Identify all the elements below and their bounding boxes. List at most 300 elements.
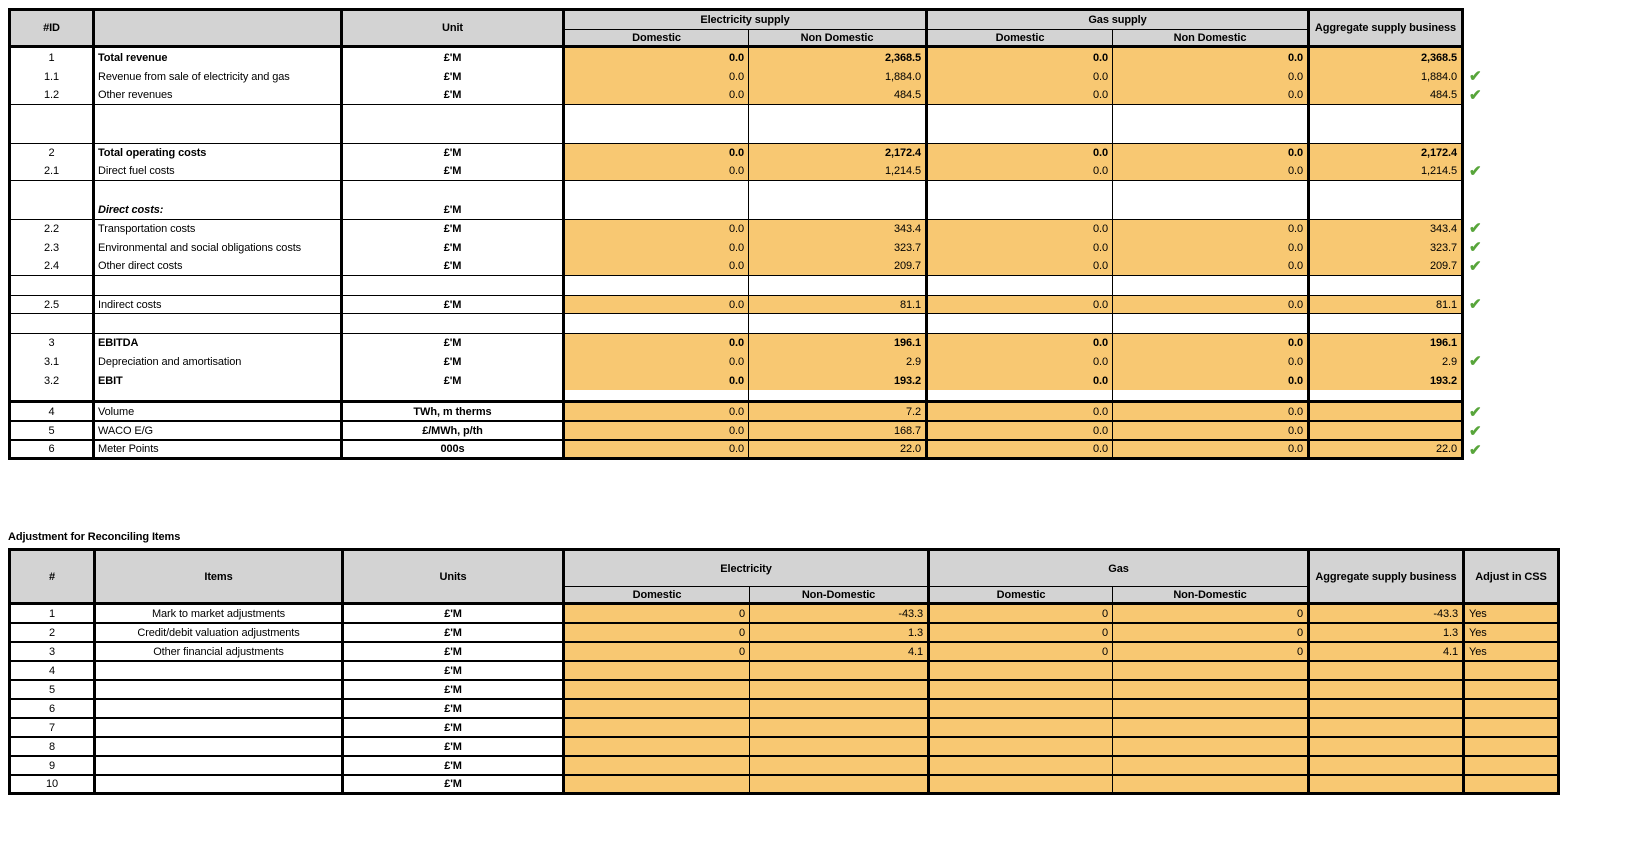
cell-elec-domestic[interactable] bbox=[565, 200, 749, 219]
cell-aggregate[interactable] bbox=[1310, 776, 1465, 795]
cell-unit: £'M bbox=[344, 643, 565, 662]
cell-gas-nondomestic[interactable]: 0.0 bbox=[1113, 352, 1310, 371]
cell-aggregate[interactable]: 484.5 bbox=[1310, 86, 1464, 105]
cell-elec-domestic[interactable]: 0.0 bbox=[565, 257, 749, 276]
table-row bbox=[8, 314, 1628, 333]
cell-adjust-css[interactable] bbox=[1465, 662, 1560, 681]
check-cell bbox=[1464, 295, 1504, 314]
cell-label bbox=[95, 276, 343, 295]
cell-gas-nondomestic[interactable] bbox=[1113, 738, 1310, 757]
cell-elec-domestic[interactable] bbox=[565, 681, 750, 700]
cell-gas-nondomestic[interactable]: 0.0 bbox=[1113, 257, 1310, 276]
cell-aggregate[interactable] bbox=[1310, 757, 1465, 776]
cell-gas-domestic bbox=[928, 124, 1113, 143]
header-electricity-supply: Electricity supply bbox=[565, 8, 928, 30]
cell-unit: £'M bbox=[343, 257, 565, 276]
cell-gas-nondomestic bbox=[1113, 390, 1310, 403]
table-row bbox=[8, 390, 1628, 403]
cell-elec-nondomestic[interactable]: 168.7 bbox=[749, 422, 928, 441]
cell-elec-domestic[interactable]: 0.0 bbox=[565, 143, 749, 162]
cell-gas-domestic[interactable]: 0.0 bbox=[928, 333, 1113, 352]
cell-elec-domestic[interactable]: 0.0 bbox=[565, 86, 749, 105]
cell-elec-nondomestic[interactable]: 2.9 bbox=[749, 352, 928, 371]
check-cell bbox=[1464, 276, 1504, 295]
cell-gas-nondomestic[interactable]: 0.0 bbox=[1113, 371, 1310, 390]
cell-gas-domestic[interactable]: 0.0 bbox=[928, 219, 1113, 238]
cell-unit bbox=[343, 276, 565, 295]
cell-gas-domestic[interactable]: 0.0 bbox=[928, 48, 1113, 67]
cell-label: Volume bbox=[95, 403, 343, 422]
cell-gas-domestic[interactable] bbox=[930, 700, 1113, 719]
cell-elec-domestic[interactable]: 0.0 bbox=[565, 219, 749, 238]
cell-gas-nondomestic[interactable]: 0.0 bbox=[1113, 143, 1310, 162]
cell-aggregate bbox=[1310, 105, 1464, 124]
cell-elec-domestic[interactable]: 0.0 bbox=[565, 67, 749, 86]
check-cell bbox=[1464, 105, 1504, 124]
cell-aggregate bbox=[1310, 124, 1464, 143]
cell-aggregate[interactable]: 1,884.0 bbox=[1310, 67, 1464, 86]
check-cell bbox=[1464, 390, 1504, 403]
header-id: #ID bbox=[8, 8, 95, 48]
cell-gas-nondomestic[interactable]: 0.0 bbox=[1113, 333, 1310, 352]
cell-elec-domestic[interactable] bbox=[565, 662, 750, 681]
section-title: Adjustment for Reconciling Items bbox=[8, 531, 181, 543]
cell-item: Mark to market adjustments bbox=[96, 605, 344, 624]
table-row bbox=[8, 219, 1628, 238]
cell-unit: £'M bbox=[343, 219, 565, 238]
cell-unit: £'M bbox=[344, 776, 565, 795]
cell-id: 6 bbox=[8, 441, 95, 460]
cell-adjust-css[interactable] bbox=[1465, 719, 1560, 738]
cell-label: Environmental and social obligations costs bbox=[95, 238, 343, 257]
cell-unit: £'M bbox=[343, 67, 565, 86]
cell-id bbox=[8, 200, 95, 219]
cell-elec-domestic[interactable]: 0.0 bbox=[565, 352, 749, 371]
cell-number: 2 bbox=[8, 624, 96, 643]
cell-elec-nondomestic[interactable]: 2,172.4 bbox=[749, 143, 928, 162]
cell-aggregate[interactable] bbox=[1310, 681, 1465, 700]
cell-gas-domestic[interactable]: 0.0 bbox=[928, 403, 1113, 422]
cell-id bbox=[8, 105, 95, 124]
cell-aggregate[interactable]: 22.0 bbox=[1310, 441, 1464, 460]
cell-aggregate[interactable]: 209.7 bbox=[1310, 257, 1464, 276]
cell-elec-nondomestic[interactable] bbox=[750, 776, 930, 795]
check-cell bbox=[1464, 314, 1504, 333]
cell-gas-domestic[interactable]: 0.0 bbox=[928, 295, 1113, 314]
cell-id bbox=[8, 181, 95, 200]
cell-elec-nondomestic[interactable]: -43.3 bbox=[750, 605, 930, 624]
cell-gas-nondomestic bbox=[1113, 181, 1310, 200]
cell-number: 6 bbox=[8, 700, 96, 719]
check-cell bbox=[1464, 67, 1504, 86]
cell-aggregate[interactable]: 1.3 bbox=[1310, 624, 1465, 643]
cell-aggregate[interactable]: -43.3 bbox=[1310, 605, 1465, 624]
header-gas-nondomestic: Non-Domestic bbox=[1113, 587, 1310, 605]
cell-elec-domestic[interactable] bbox=[565, 719, 750, 738]
table-row bbox=[8, 662, 1628, 681]
cell-aggregate[interactable]: 2,172.4 bbox=[1310, 143, 1464, 162]
cell-number: 7 bbox=[8, 719, 96, 738]
cell-id: 1.1 bbox=[8, 67, 95, 86]
table-row bbox=[8, 238, 1628, 257]
reconciling-table-body bbox=[8, 605, 1628, 795]
cell-unit bbox=[343, 181, 565, 200]
cell-adjust-css[interactable]: Yes bbox=[1465, 624, 1560, 643]
cell-gas-nondomestic[interactable] bbox=[1113, 776, 1310, 795]
check-icon: ✔ bbox=[1469, 258, 1482, 275]
cell-gas-domestic[interactable]: 0.0 bbox=[928, 441, 1113, 460]
table-row bbox=[8, 757, 1628, 776]
cell-id: 2.5 bbox=[8, 295, 95, 314]
cell-aggregate bbox=[1310, 181, 1464, 200]
cell-gas-nondomestic bbox=[1113, 105, 1310, 124]
cell-aggregate[interactable]: 196.1 bbox=[1310, 333, 1464, 352]
cell-gas-nondomestic[interactable] bbox=[1113, 200, 1310, 219]
cell-unit: £'M bbox=[343, 143, 565, 162]
cell-elec-domestic[interactable]: 0.0 bbox=[565, 238, 749, 257]
check-cell bbox=[1464, 219, 1504, 238]
cell-elec-domestic[interactable] bbox=[565, 776, 750, 795]
cell-gas-nondomestic bbox=[1113, 124, 1310, 143]
header-elec-domestic: Domestic bbox=[565, 587, 750, 605]
cell-gas-domestic[interactable] bbox=[928, 200, 1113, 219]
cell-gas-domestic[interactable]: 0 bbox=[930, 643, 1113, 662]
check-cell bbox=[1464, 422, 1504, 441]
cell-gas-domestic[interactable]: 0.0 bbox=[928, 422, 1113, 441]
cell-elec-domestic[interactable]: 0 bbox=[565, 605, 750, 624]
table-row bbox=[8, 295, 1628, 314]
cell-aggregate[interactable] bbox=[1310, 719, 1465, 738]
cell-elec-nondomestic[interactable]: 323.7 bbox=[749, 238, 928, 257]
cell-gas-domestic[interactable]: 0.0 bbox=[928, 257, 1113, 276]
cell-aggregate[interactable]: 1,214.5 bbox=[1310, 162, 1464, 181]
cell-gas-domestic bbox=[928, 314, 1113, 333]
cell-elec-nondomestic[interactable]: 81.1 bbox=[749, 295, 928, 314]
cell-elec-nondomestic[interactable]: 1.3 bbox=[750, 624, 930, 643]
table-row bbox=[8, 333, 1628, 352]
table-row bbox=[8, 403, 1628, 422]
cell-label bbox=[95, 105, 343, 124]
header-gas: Gas bbox=[930, 548, 1310, 587]
cell-aggregate[interactable] bbox=[1310, 200, 1464, 219]
cell-gas-domestic[interactable]: 0.0 bbox=[928, 371, 1113, 390]
cell-gas-nondomestic[interactable]: 0.0 bbox=[1113, 238, 1310, 257]
check-cell bbox=[1464, 143, 1504, 162]
check-cell bbox=[1464, 86, 1504, 105]
cell-unit: £'M bbox=[344, 605, 565, 624]
cell-adjust-css[interactable]: Yes bbox=[1465, 643, 1560, 662]
cell-item bbox=[96, 700, 344, 719]
cell-aggregate[interactable] bbox=[1310, 403, 1464, 422]
cell-aggregate[interactable]: 2,368.5 bbox=[1310, 48, 1464, 67]
cell-label: Meter Points bbox=[95, 441, 343, 460]
cell-adjust-css[interactable]: Yes bbox=[1465, 605, 1560, 624]
cell-adjust-css[interactable] bbox=[1465, 700, 1560, 719]
table-row bbox=[8, 441, 1628, 460]
cell-aggregate[interactable]: 2.9 bbox=[1310, 352, 1464, 371]
cell-elec-domestic[interactable]: 0 bbox=[565, 624, 750, 643]
table-row bbox=[8, 422, 1628, 441]
table-row bbox=[8, 181, 1628, 200]
cell-id: 3.2 bbox=[8, 371, 95, 390]
cell-id: 1 bbox=[8, 48, 95, 67]
cell-id bbox=[8, 314, 95, 333]
table-row bbox=[8, 200, 1628, 219]
table-row bbox=[8, 48, 1628, 67]
header-electricity: Electricity bbox=[565, 548, 930, 587]
supply-table-header bbox=[8, 8, 1628, 48]
cell-gas-domestic[interactable] bbox=[930, 776, 1113, 795]
cell-aggregate[interactable] bbox=[1310, 700, 1465, 719]
cell-elec-nondomestic[interactable]: 1,884.0 bbox=[749, 67, 928, 86]
cell-label: Direct costs: bbox=[95, 200, 343, 219]
cell-label: Other revenues bbox=[95, 86, 343, 105]
check-icon: ✔ bbox=[1469, 353, 1482, 370]
check-icon: ✔ bbox=[1469, 404, 1482, 421]
cell-gas-nondomestic[interactable] bbox=[1113, 662, 1310, 681]
cell-gas-nondomestic bbox=[1113, 314, 1310, 333]
cell-id: 4 bbox=[8, 403, 95, 422]
cell-gas-domestic[interactable] bbox=[930, 757, 1113, 776]
cell-gas-nondomestic[interactable]: 0.0 bbox=[1113, 67, 1310, 86]
cell-label: WACO E/G bbox=[95, 422, 343, 441]
cell-elec-domestic bbox=[565, 105, 749, 124]
cell-unit: £'M bbox=[344, 738, 565, 757]
cell-item bbox=[96, 662, 344, 681]
cell-gas-nondomestic[interactable]: 0 bbox=[1113, 643, 1310, 662]
check-gutter-header bbox=[1464, 8, 1504, 48]
cell-elec-domestic bbox=[565, 124, 749, 143]
cell-elec-nondomestic[interactable]: 209.7 bbox=[749, 257, 928, 276]
cell-elec-domestic[interactable]: 0.0 bbox=[565, 333, 749, 352]
cell-gas-nondomestic[interactable] bbox=[1113, 700, 1310, 719]
cell-gas-nondomestic[interactable]: 0.0 bbox=[1113, 295, 1310, 314]
header-gas-domestic: Domestic bbox=[930, 587, 1113, 605]
cell-unit bbox=[343, 390, 565, 403]
cell-adjust-css[interactable] bbox=[1465, 681, 1560, 700]
cell-gas-domestic[interactable]: 0.0 bbox=[928, 143, 1113, 162]
cell-aggregate[interactable]: 323.7 bbox=[1310, 238, 1464, 257]
header-gas-nondomestic: Non Domestic bbox=[1113, 30, 1310, 48]
cell-gas-domestic[interactable]: 0.0 bbox=[928, 67, 1113, 86]
cell-elec-nondomestic bbox=[749, 276, 928, 295]
cell-unit: £'M bbox=[344, 681, 565, 700]
cell-id bbox=[8, 124, 95, 143]
cell-adjust-css[interactable] bbox=[1465, 776, 1560, 795]
table-row bbox=[8, 605, 1628, 624]
cell-unit: 000s bbox=[343, 441, 565, 460]
cell-elec-nondomestic[interactable]: 22.0 bbox=[749, 441, 928, 460]
cell-id: 5 bbox=[8, 422, 95, 441]
cell-elec-domestic bbox=[565, 314, 749, 333]
check-cell bbox=[1464, 238, 1504, 257]
cell-gas-nondomestic[interactable] bbox=[1113, 719, 1310, 738]
check-cell bbox=[1464, 403, 1504, 422]
cell-gas-nondomestic[interactable]: 0.0 bbox=[1113, 441, 1310, 460]
cell-item: Other financial adjustments bbox=[96, 643, 344, 662]
cell-gas-domestic[interactable]: 0 bbox=[930, 624, 1113, 643]
cell-item: Credit/debit valuation adjustments bbox=[96, 624, 344, 643]
check-cell bbox=[1464, 352, 1504, 371]
cell-label bbox=[95, 124, 343, 143]
cell-elec-domestic[interactable]: 0.0 bbox=[565, 441, 749, 460]
cell-number: 9 bbox=[8, 757, 96, 776]
cell-unit: £'M bbox=[343, 48, 565, 67]
cell-label bbox=[95, 390, 343, 403]
cell-unit: £'M bbox=[343, 333, 565, 352]
cell-label: Transportation costs bbox=[95, 219, 343, 238]
cell-id: 3.1 bbox=[8, 352, 95, 371]
cell-gas-domestic bbox=[928, 276, 1113, 295]
table-row bbox=[8, 276, 1628, 295]
cell-elec-nondomestic[interactable]: 484.5 bbox=[749, 86, 928, 105]
table-row bbox=[8, 257, 1628, 276]
cell-gas-nondomestic[interactable]: 0.0 bbox=[1113, 422, 1310, 441]
cell-elec-domestic[interactable]: 0.0 bbox=[565, 48, 749, 67]
cell-unit bbox=[343, 124, 565, 143]
cell-item bbox=[96, 776, 344, 795]
check-cell bbox=[1464, 257, 1504, 276]
check-cell bbox=[1464, 371, 1504, 390]
cell-gas-domestic[interactable]: 0.0 bbox=[928, 86, 1113, 105]
check-cell bbox=[1464, 124, 1504, 143]
header-gas-supply: Gas supply bbox=[928, 8, 1310, 30]
check-icon: ✔ bbox=[1469, 87, 1482, 104]
cell-unit: £'M bbox=[343, 162, 565, 181]
header-adjust-in-css: Adjust in CSS bbox=[1465, 548, 1560, 605]
cell-aggregate[interactable]: 193.2 bbox=[1310, 371, 1464, 390]
cell-elec-nondomestic bbox=[749, 314, 928, 333]
cell-gas-nondomestic[interactable]: 0.0 bbox=[1113, 48, 1310, 67]
cell-elec-nondomestic[interactable]: 7.2 bbox=[749, 403, 928, 422]
cell-gas-nondomestic[interactable]: 0.0 bbox=[1113, 403, 1310, 422]
cell-elec-domestic[interactable] bbox=[565, 757, 750, 776]
cell-unit: £'M bbox=[344, 757, 565, 776]
cell-gas-nondomestic bbox=[1113, 276, 1310, 295]
cell-gas-domestic[interactable] bbox=[930, 681, 1113, 700]
table-row bbox=[8, 143, 1628, 162]
cell-gas-domestic[interactable]: 0.0 bbox=[928, 162, 1113, 181]
cell-gas-domestic[interactable] bbox=[930, 662, 1113, 681]
cell-gas-nondomestic[interactable]: 0 bbox=[1113, 605, 1310, 624]
cell-adjust-css[interactable] bbox=[1465, 757, 1560, 776]
table-row bbox=[8, 738, 1628, 757]
table-row bbox=[8, 776, 1628, 795]
supply-table-body bbox=[8, 48, 1628, 460]
table-row bbox=[8, 86, 1628, 105]
cell-elec-nondomestic[interactable] bbox=[749, 200, 928, 219]
cell-elec-nondomestic bbox=[749, 124, 928, 143]
cell-elec-domestic bbox=[565, 181, 749, 200]
cell-elec-nondomestic bbox=[749, 181, 928, 200]
cell-gas-domestic[interactable] bbox=[930, 738, 1113, 757]
cell-adjust-css[interactable] bbox=[1465, 738, 1560, 757]
cell-elec-nondomestic[interactable] bbox=[750, 757, 930, 776]
cell-unit: £'M bbox=[343, 200, 565, 219]
cell-gas-domestic[interactable] bbox=[930, 719, 1113, 738]
cell-elec-nondomestic[interactable]: 2,368.5 bbox=[749, 48, 928, 67]
cell-aggregate[interactable] bbox=[1310, 738, 1465, 757]
cell-gas-domestic bbox=[928, 390, 1113, 403]
cell-elec-nondomestic[interactable]: 343.4 bbox=[749, 219, 928, 238]
cell-number: 1 bbox=[8, 605, 96, 624]
table-row bbox=[8, 719, 1628, 738]
header-aggregate-supply: Aggregate supply business bbox=[1310, 548, 1465, 605]
check-cell bbox=[1464, 441, 1504, 460]
cell-aggregate[interactable] bbox=[1310, 662, 1465, 681]
cell-elec-nondomestic[interactable] bbox=[750, 700, 930, 719]
cell-elec-domestic[interactable] bbox=[565, 700, 750, 719]
cell-gas-nondomestic[interactable] bbox=[1113, 757, 1310, 776]
cell-elec-nondomestic[interactable]: 193.2 bbox=[749, 371, 928, 390]
cell-unit: £'M bbox=[343, 238, 565, 257]
table-row bbox=[8, 643, 1628, 662]
cell-elec-domestic[interactable]: 0 bbox=[565, 643, 750, 662]
cell-gas-domestic[interactable]: 0.0 bbox=[928, 352, 1113, 371]
cell-number: 10 bbox=[8, 776, 96, 795]
cell-elec-nondomestic[interactable]: 1,214.5 bbox=[749, 162, 928, 181]
cell-elec-nondomestic[interactable]: 196.1 bbox=[749, 333, 928, 352]
cell-label: Total revenue bbox=[95, 48, 343, 67]
cell-unit: £'M bbox=[343, 352, 565, 371]
cell-elec-nondomestic[interactable] bbox=[750, 662, 930, 681]
cell-label: Revenue from sale of electricity and gas bbox=[95, 67, 343, 86]
header-items: Items bbox=[96, 548, 344, 605]
check-icon: ✔ bbox=[1469, 68, 1482, 85]
cell-elec-nondomestic[interactable] bbox=[750, 738, 930, 757]
cell-elec-domestic[interactable]: 0.0 bbox=[565, 403, 749, 422]
cell-id: 1.2 bbox=[8, 86, 95, 105]
cell-item bbox=[96, 738, 344, 757]
supply-table bbox=[8, 8, 1628, 460]
cell-unit: £'M bbox=[344, 700, 565, 719]
cell-item bbox=[96, 757, 344, 776]
cell-elec-domestic[interactable]: 0.0 bbox=[565, 371, 749, 390]
cell-gas-domestic[interactable]: 0 bbox=[930, 605, 1113, 624]
table-row bbox=[8, 352, 1628, 371]
cell-gas-nondomestic[interactable]: 0.0 bbox=[1113, 162, 1310, 181]
cell-elec-nondomestic[interactable]: 4.1 bbox=[750, 643, 930, 662]
cell-aggregate[interactable] bbox=[1310, 422, 1464, 441]
cell-aggregate[interactable]: 343.4 bbox=[1310, 219, 1464, 238]
cell-elec-domestic[interactable]: 0.0 bbox=[565, 162, 749, 181]
cell-gas-nondomestic[interactable] bbox=[1113, 681, 1310, 700]
header-aggregate-supply: Aggregate supply business bbox=[1310, 8, 1464, 48]
cell-label: Other direct costs bbox=[95, 257, 343, 276]
cell-unit bbox=[343, 314, 565, 333]
cell-elec-nondomestic[interactable] bbox=[750, 681, 930, 700]
cell-id: 2.3 bbox=[8, 238, 95, 257]
cell-aggregate[interactable]: 4.1 bbox=[1310, 643, 1465, 662]
cell-id: 2.1 bbox=[8, 162, 95, 181]
cell-label bbox=[95, 314, 343, 333]
cell-elec-domestic[interactable]: 0.0 bbox=[565, 422, 749, 441]
cell-aggregate[interactable]: 81.1 bbox=[1310, 295, 1464, 314]
cell-id bbox=[8, 276, 95, 295]
cell-elec-domestic[interactable]: 0.0 bbox=[565, 295, 749, 314]
cell-gas-nondomestic[interactable]: 0.0 bbox=[1113, 219, 1310, 238]
cell-item bbox=[96, 719, 344, 738]
header-number: # bbox=[8, 548, 96, 605]
cell-gas-nondomestic[interactable]: 0.0 bbox=[1113, 86, 1310, 105]
header-elec-nondomestic: Non-Domestic bbox=[750, 587, 930, 605]
check-cell bbox=[1464, 48, 1504, 67]
cell-gas-nondomestic[interactable]: 0 bbox=[1113, 624, 1310, 643]
cell-gas-domestic[interactable]: 0.0 bbox=[928, 238, 1113, 257]
cell-elec-domestic[interactable] bbox=[565, 738, 750, 757]
cell-gas-domestic bbox=[928, 105, 1113, 124]
cell-elec-nondomestic[interactable] bbox=[750, 719, 930, 738]
